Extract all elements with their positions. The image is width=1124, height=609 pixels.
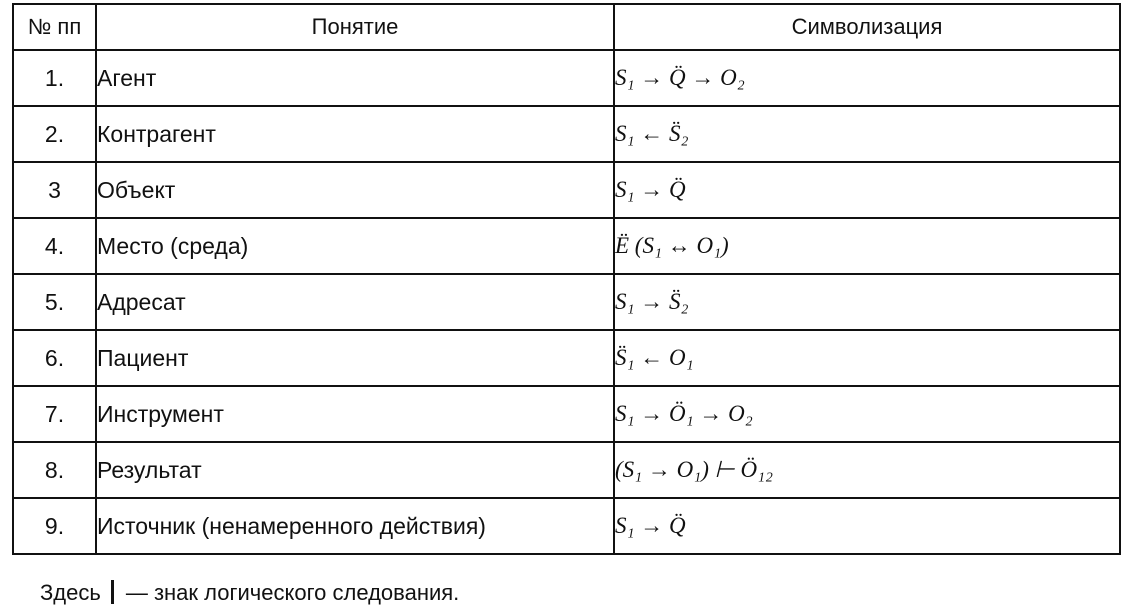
table-header-row bbox=[13, 4, 1120, 50]
table-row bbox=[13, 218, 1120, 274]
header-concept: Понятие bbox=[96, 4, 614, 50]
row-concept: Место (среда) bbox=[96, 218, 614, 274]
logical-consequence-icon bbox=[111, 580, 114, 604]
row-concept: Объект bbox=[96, 162, 614, 218]
row-concept: Пациент bbox=[96, 330, 614, 386]
row-number: 7. bbox=[13, 386, 96, 442]
row-concept: Результат bbox=[96, 442, 614, 498]
table-row bbox=[13, 274, 1120, 330]
table-row bbox=[13, 162, 1120, 218]
table-row bbox=[13, 106, 1120, 162]
row-number: 1. bbox=[13, 50, 96, 106]
row-symbolization: S₁ → S̈₂ bbox=[614, 274, 1120, 330]
footnote bbox=[40, 580, 459, 606]
row-number: 4. bbox=[13, 218, 96, 274]
row-symbolization: Ë (S₁ ↔ O₁) bbox=[614, 218, 1120, 274]
row-symbolization: S₁ → Q̈ bbox=[614, 162, 1120, 218]
table-row bbox=[13, 442, 1120, 498]
row-symbolization: S₁ → Q̈ bbox=[614, 498, 1120, 554]
row-symbolization: S₁ → Q̈ → O₂ bbox=[614, 50, 1120, 106]
table-row bbox=[13, 498, 1120, 554]
footnote-text: — знак логического следования. bbox=[125, 580, 460, 605]
row-number: 8. bbox=[13, 442, 96, 498]
table-row bbox=[13, 386, 1120, 442]
row-symbolization: S₁ → Ö₁ → O₂ bbox=[614, 386, 1120, 442]
row-symbolization: S₁ ← S̈₂ bbox=[614, 106, 1120, 162]
row-concept: Инструмент bbox=[96, 386, 614, 442]
row-concept: Агент bbox=[96, 50, 614, 106]
row-symbolization: S̈₁ ← O₁ bbox=[614, 330, 1120, 386]
row-symbolization: (S₁ → O₁) ⊢ Ö₁₂ bbox=[614, 442, 1120, 498]
concept-table bbox=[12, 3, 1121, 555]
row-number: 3 bbox=[13, 162, 96, 218]
row-number: 9. bbox=[13, 498, 96, 554]
header-symbolization: Символизация bbox=[614, 4, 1120, 50]
footnote-prefix: Здесь bbox=[40, 580, 101, 605]
row-number: 5. bbox=[13, 274, 96, 330]
row-number: 6. bbox=[13, 330, 96, 386]
row-number: 2. bbox=[13, 106, 96, 162]
header-number: № пп bbox=[13, 4, 96, 50]
row-concept: Адресат bbox=[96, 274, 614, 330]
row-concept: Источник (ненамеренного действия) bbox=[96, 498, 614, 554]
table-row bbox=[13, 50, 1120, 106]
table-row bbox=[13, 330, 1120, 386]
row-concept: Контрагент bbox=[96, 106, 614, 162]
